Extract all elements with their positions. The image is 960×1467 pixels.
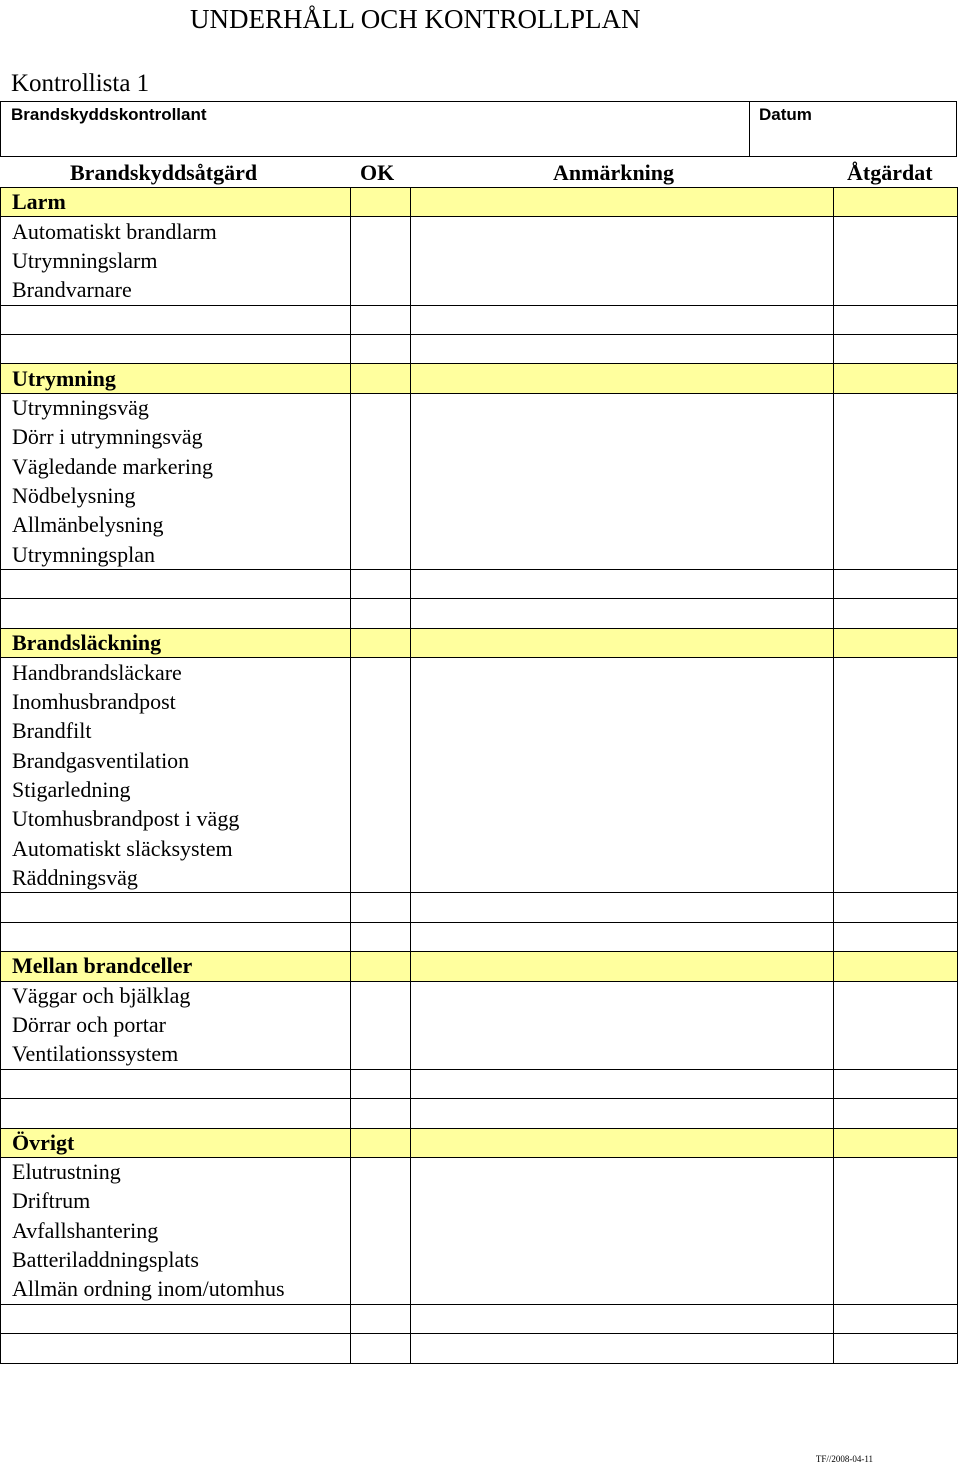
checklist-item-row (1, 1040, 958, 1069)
checklist-item-row (1, 687, 958, 716)
blank-row (1, 893, 958, 922)
done-cell[interactable] (834, 775, 958, 804)
column-header-ok: OK (360, 160, 395, 185)
done-cell[interactable] (834, 1275, 958, 1304)
done-cell[interactable] (834, 1069, 958, 1098)
done-cell[interactable] (834, 628, 958, 657)
ok-cell[interactable] (351, 628, 411, 657)
form-header-box (0, 101, 957, 157)
checklist-item-row (1, 1216, 958, 1245)
section-header-row (1, 952, 958, 981)
action-cell: Nödbelysning (1, 481, 351, 510)
remark-cell[interactable] (411, 1275, 834, 1304)
done-cell[interactable] (834, 1010, 958, 1039)
done-cell[interactable] (834, 893, 958, 922)
action-cell: Brandsläckning (1, 628, 351, 657)
remark-cell[interactable] (411, 863, 834, 892)
section-header-row (1, 1128, 958, 1157)
ok-cell[interactable] (351, 658, 411, 687)
done-cell[interactable] (834, 952, 958, 981)
done-cell[interactable] (834, 805, 958, 834)
checklist-item-row (1, 276, 958, 305)
checklist-item-row (1, 834, 958, 863)
checklist-item-row (1, 1246, 958, 1275)
ok-cell[interactable] (351, 805, 411, 834)
action-cell: Utrymningsväg (1, 393, 351, 422)
action-cell: Räddningsväg (1, 863, 351, 892)
remark-cell[interactable] (411, 1069, 834, 1098)
checklist-item-row (1, 217, 958, 246)
ok-cell[interactable] (351, 687, 411, 716)
ok-cell[interactable] (351, 217, 411, 246)
done-cell[interactable] (834, 511, 958, 540)
remark-cell[interactable] (411, 1040, 834, 1069)
blank-row (1, 1069, 958, 1098)
ok-cell[interactable] (351, 1275, 411, 1304)
checklist-item-row (1, 863, 958, 892)
done-cell[interactable] (834, 217, 958, 246)
action-cell (1, 893, 351, 922)
checklist-item-row (1, 717, 958, 746)
ok-cell[interactable] (351, 1246, 411, 1275)
action-cell: Övrigt (1, 1128, 351, 1157)
checklist-item-row (1, 481, 958, 510)
done-cell[interactable] (834, 1187, 958, 1216)
done-cell[interactable] (834, 452, 958, 481)
checklist-item-row (1, 1157, 958, 1186)
ok-cell[interactable] (351, 981, 411, 1010)
remark-cell[interactable] (411, 746, 834, 775)
done-cell[interactable] (834, 188, 958, 217)
ok-cell[interactable] (351, 1334, 411, 1363)
action-cell (1, 1334, 351, 1363)
action-cell: Utrymningslarm (1, 246, 351, 275)
checklist-item-row (1, 393, 958, 422)
action-cell: Elutrustning (1, 1157, 351, 1186)
ok-cell[interactable] (351, 1157, 411, 1186)
checklist-item-row (1, 452, 958, 481)
ok-cell[interactable] (351, 364, 411, 393)
action-cell (1, 305, 351, 334)
remark-cell[interactable] (411, 1010, 834, 1039)
remark-cell[interactable] (411, 1157, 834, 1186)
done-cell[interactable] (834, 1334, 958, 1363)
remark-cell[interactable] (411, 217, 834, 246)
ok-cell[interactable] (351, 1040, 411, 1069)
footer-code: TF//2008-04-11 (815, 1454, 873, 1464)
ok-cell[interactable] (351, 922, 411, 951)
action-cell: Brandfilt (1, 717, 351, 746)
done-cell[interactable] (834, 276, 958, 305)
remark-cell[interactable] (411, 1216, 834, 1245)
ok-cell[interactable] (351, 305, 411, 334)
done-cell[interactable] (834, 863, 958, 892)
ok-cell[interactable] (351, 1099, 411, 1128)
done-cell[interactable] (834, 540, 958, 569)
done-cell[interactable] (834, 393, 958, 422)
remark-cell[interactable] (411, 305, 834, 334)
remark-cell[interactable] (411, 1334, 834, 1363)
remark-cell[interactable] (411, 540, 834, 569)
checklist-item-row (1, 981, 958, 1010)
checklist-item-row (1, 423, 958, 452)
done-cell[interactable] (834, 423, 958, 452)
remark-cell[interactable] (411, 1099, 834, 1128)
remark-cell[interactable] (411, 246, 834, 275)
remark-cell[interactable] (411, 922, 834, 951)
action-cell: Stigarledning (1, 775, 351, 804)
ok-cell[interactable] (351, 775, 411, 804)
ok-cell[interactable] (351, 1069, 411, 1098)
action-cell (1, 1069, 351, 1098)
done-cell[interactable] (834, 599, 958, 628)
remark-cell[interactable] (411, 188, 834, 217)
done-cell[interactable] (834, 981, 958, 1010)
action-cell: Allmän ordning inom/utomhus (1, 1275, 351, 1304)
blank-row (1, 1334, 958, 1363)
ok-cell[interactable] (351, 481, 411, 510)
done-cell[interactable] (834, 364, 958, 393)
action-cell: Inomhusbrandpost (1, 687, 351, 716)
ok-cell[interactable] (351, 452, 411, 481)
section-header-row (1, 188, 958, 217)
ok-cell[interactable] (351, 893, 411, 922)
remark-cell[interactable] (411, 952, 834, 981)
checklist-item-row (1, 805, 958, 834)
checklist-item-row (1, 511, 958, 540)
blank-row (1, 334, 958, 363)
action-cell: Larm (1, 188, 351, 217)
remark-cell[interactable] (411, 599, 834, 628)
done-cell[interactable] (834, 922, 958, 951)
remark-cell[interactable] (411, 981, 834, 1010)
action-cell: Brandvarnare (1, 276, 351, 305)
blank-row (1, 1304, 958, 1333)
action-cell: Automatiskt brandlarm (1, 217, 351, 246)
ok-cell[interactable] (351, 540, 411, 569)
action-cell: Utomhusbrandpost i vägg (1, 805, 351, 834)
action-cell (1, 334, 351, 363)
remark-cell[interactable] (411, 687, 834, 716)
ok-cell[interactable] (351, 717, 411, 746)
checklist-item-row (1, 658, 958, 687)
action-cell: Utrymningsplan (1, 540, 351, 569)
checklist-table (0, 187, 958, 1364)
ok-cell[interactable] (351, 952, 411, 981)
action-cell: Brandgasventilation (1, 746, 351, 775)
ok-cell[interactable] (351, 1010, 411, 1039)
blank-row (1, 305, 958, 334)
action-cell (1, 599, 351, 628)
ok-cell[interactable] (351, 423, 411, 452)
ok-cell[interactable] (351, 1304, 411, 1333)
checklist-item-row (1, 1275, 958, 1304)
remark-cell[interactable] (411, 1187, 834, 1216)
remark-cell[interactable] (411, 717, 834, 746)
remark-cell[interactable] (411, 423, 834, 452)
action-cell: Dörr i utrymningsväg (1, 423, 351, 452)
section-header-row (1, 628, 958, 657)
action-cell: Vägledande markering (1, 452, 351, 481)
action-cell: Automatiskt släcksystem (1, 834, 351, 863)
remark-cell[interactable] (411, 1304, 834, 1333)
remark-cell[interactable] (411, 658, 834, 687)
document-title: UNDERHÅLL OCH KONTROLLPLAN (190, 4, 641, 34)
checklist-item-row (1, 540, 958, 569)
done-cell[interactable] (834, 481, 958, 510)
ok-cell[interactable] (351, 1187, 411, 1216)
ok-cell[interactable] (351, 334, 411, 363)
ok-cell[interactable] (351, 746, 411, 775)
done-cell[interactable] (834, 334, 958, 363)
ok-cell[interactable] (351, 246, 411, 275)
done-cell[interactable] (834, 1040, 958, 1069)
ok-cell[interactable] (351, 276, 411, 305)
column-header-done: Åtgärdat (847, 160, 933, 185)
remark-cell[interactable] (411, 364, 834, 393)
action-cell: Väggar och bjälklag (1, 981, 351, 1010)
ok-cell[interactable] (351, 1128, 411, 1157)
ok-cell[interactable] (351, 188, 411, 217)
action-cell: Allmänbelysning (1, 511, 351, 540)
done-cell[interactable] (834, 1246, 958, 1275)
remark-cell[interactable] (411, 834, 834, 863)
blank-row (1, 570, 958, 599)
done-cell[interactable] (834, 746, 958, 775)
done-cell[interactable] (834, 1128, 958, 1157)
date-label: Datum (759, 105, 812, 124)
remark-cell[interactable] (411, 511, 834, 540)
action-cell: Driftrum (1, 1187, 351, 1216)
remark-cell[interactable] (411, 452, 834, 481)
blank-row (1, 599, 958, 628)
done-cell[interactable] (834, 1157, 958, 1186)
action-cell: Batteriladdningsplats (1, 1246, 351, 1275)
checklist-item-row (1, 246, 958, 275)
section-header-row (1, 364, 958, 393)
checklist-title: Kontrollista 1 (11, 70, 150, 97)
done-cell[interactable] (834, 1216, 958, 1245)
action-cell (1, 1304, 351, 1333)
remark-cell[interactable] (411, 628, 834, 657)
done-cell[interactable] (834, 658, 958, 687)
ok-cell[interactable] (351, 511, 411, 540)
column-headers (0, 158, 960, 188)
remark-cell[interactable] (411, 481, 834, 510)
ok-cell[interactable] (351, 393, 411, 422)
inspector-label: Brandskyddskontrollant (11, 105, 207, 124)
ok-cell[interactable] (351, 599, 411, 628)
remark-cell[interactable] (411, 893, 834, 922)
column-header-action: Brandskyddsåtgärd (70, 160, 258, 185)
action-cell (1, 1099, 351, 1128)
done-cell[interactable] (834, 246, 958, 275)
done-cell[interactable] (834, 570, 958, 599)
ok-cell[interactable] (351, 1216, 411, 1245)
column-header-remark: Anmärkning (553, 160, 675, 185)
done-cell[interactable] (834, 1099, 958, 1128)
remark-cell[interactable] (411, 1246, 834, 1275)
done-cell[interactable] (834, 1304, 958, 1333)
action-cell: Avfallshantering (1, 1216, 351, 1245)
blank-row (1, 922, 958, 951)
header-divider (749, 102, 750, 156)
remark-cell[interactable] (411, 805, 834, 834)
action-cell: Ventilationssystem (1, 1040, 351, 1069)
action-cell: Utrymning (1, 364, 351, 393)
ok-cell[interactable] (351, 570, 411, 599)
remark-cell[interactable] (411, 1128, 834, 1157)
done-cell[interactable] (834, 687, 958, 716)
action-cell (1, 570, 351, 599)
remark-cell[interactable] (411, 393, 834, 422)
action-cell: Handbrandsläckare (1, 658, 351, 687)
blank-row (1, 1099, 958, 1128)
action-cell: Dörrar och portar (1, 1010, 351, 1039)
remark-cell[interactable] (411, 276, 834, 305)
remark-cell[interactable] (411, 775, 834, 804)
ok-cell[interactable] (351, 834, 411, 863)
done-cell[interactable] (834, 834, 958, 863)
remark-cell[interactable] (411, 570, 834, 599)
checklist-item-row (1, 775, 958, 804)
remark-cell[interactable] (411, 334, 834, 363)
checklist-item-row (1, 746, 958, 775)
done-cell[interactable] (834, 717, 958, 746)
done-cell[interactable] (834, 305, 958, 334)
action-cell (1, 922, 351, 951)
ok-cell[interactable] (351, 863, 411, 892)
checklist-item-row (1, 1187, 958, 1216)
action-cell: Mellan brandceller (1, 952, 351, 981)
checklist-item-row (1, 1010, 958, 1039)
